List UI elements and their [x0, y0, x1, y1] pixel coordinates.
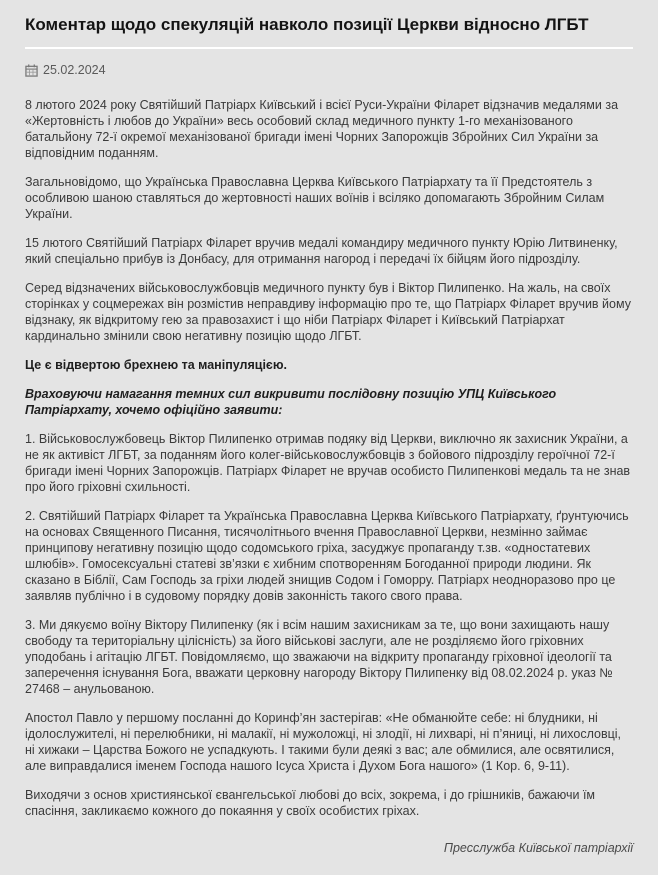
title-divider	[25, 47, 633, 49]
paragraph: 2. Святійший Патріарх Філарет та Українська Православна Церква Київського Патріархату, ґрунтуючись на основах Священного Писання, тисячолітнього вчення Православної Церкви, незмінно займає принципову негативну позицію щодо содомського гріха, засуджує пропаганду т.зв. «одностатевих шлюбів». Гомосексуальні статеві зв’язки є хибним спотворенням Богоданної природи людини. Як сказано в Біблії, Сам Господь за гріхи людей знищив Содом і Гоморру. Патріарх неодноразово про це заявляв публічно і в судовому порядку довів законність такого свого права.	[25, 509, 629, 604]
paragraph: 1. Військовослужбовець Віктор Пилипенко отримав подяку від Церкви, виключно як захисник України, а не як активіст ЛГБТ, за поданням його колег-військовослужбовців з бойового підрозділу героїчної 72-ї бригади імені Чорних Запорожців. Патріарх Філарет не вручав особисто Пилипенкові медаль та не знав про його гріховні схильності.	[25, 432, 631, 495]
paragraph: Це є відвертою брехнею та маніпуляцією.	[25, 358, 287, 373]
paragraph: Загальновідомо, що Українська Православна Церква Київського Патріархату та її Предстоятель з особливою шаною ставляться до жертовності наших воїнів і всіляко допомагають Збройним Силам України.	[25, 175, 605, 222]
paragraph: Серед відзначених військовослужбовців медичного пункту був і Віктор Пилипенко. На жаль, на своїх сторінках у соцмережах він розмістив неправдиву інформацію про те, що Патріарх Філарет вручив йому відзнаку, як відкритому гею за правозахист і що ніби Патріарх Філарет і Київський Патріархат кардинально змінили свою негативну позицію щодо ЛГБТ.	[25, 281, 631, 344]
article-body	[25, 97, 633, 819]
paragraph: 8 лютого 2024 року Святійший Патріарх Київський і всієї Руси-України Філарет відзначив медалями за «Жертовність і любов до України» весь особовий склад медичного пункту 1-го механізованого батальйону 72-ї окремої механізованої бригади імені Чорних Запорожців Збройних Сил України за відповідним поданням.	[25, 98, 619, 161]
publish-date-row	[25, 63, 633, 77]
paragraph: Апостол Павло у першому посланні до Коринф’ян застерігав: «Не обманюйте себе: ні блудники, ні ідолослужителі, ні перелюбники, ні малакії, ні мужоложці, ні злодії, ні лихварі, ні п’яниці, ні лихословці, ні хижаки – Царства Божого не успадкують. І такими були деякі з вас; але обмилися, але освятилися, але виправдалися іменем Господа нашого Ісуса Христа і Духом Бога нашого» (1 Кор. 6, 9-11).	[25, 711, 622, 774]
page-title: Коментар щодо спекуляцій навколо позиції Церкви відносно ЛГБТ	[25, 15, 589, 34]
publish-date: 25.02.2024	[43, 63, 106, 78]
paragraph: 15 лютого Святійший Патріарх Філарет вручив медалі командиру медичного пункту Юрію Литвиненку, який спеціально прибув із Донбасу, для отримання нагород і передачі їх бійцям його підрозділу.	[25, 236, 618, 267]
signature: Пресслужба Київської патріархії	[443, 841, 633, 856]
paragraph: 3. Ми дякуємо воїну Віктору Пилипенку (як і всім нашим захисникам за те, що вони захищають нашу свободу та територіальну цілісність) за його військові заслуги, але не розділяємо його гріховних уподобань і агітацію ЛГБТ. Повідомляємо, що зважаючи на відкриту пропаганду гріховної ідеології та заперечення існування Бога, вважати церковну нагороду Віктору Пилипенку від 08.02.2024 р. указ № 27468 – анульованою.	[25, 618, 613, 697]
paragraph: Виходячи з основ християнської євангельської любові до всіх, зокрема, і до грішників, бажаючи їм спасіння, закликаємо кожного до покаяння у своїх особистих гріхах.	[25, 788, 596, 819]
calendar-icon	[25, 64, 38, 77]
paragraph: Враховуючи намагання темних сил викривити послідовну позицію УПЦ Київського Патріархату, хочемо офіційно заявити:	[25, 387, 557, 418]
